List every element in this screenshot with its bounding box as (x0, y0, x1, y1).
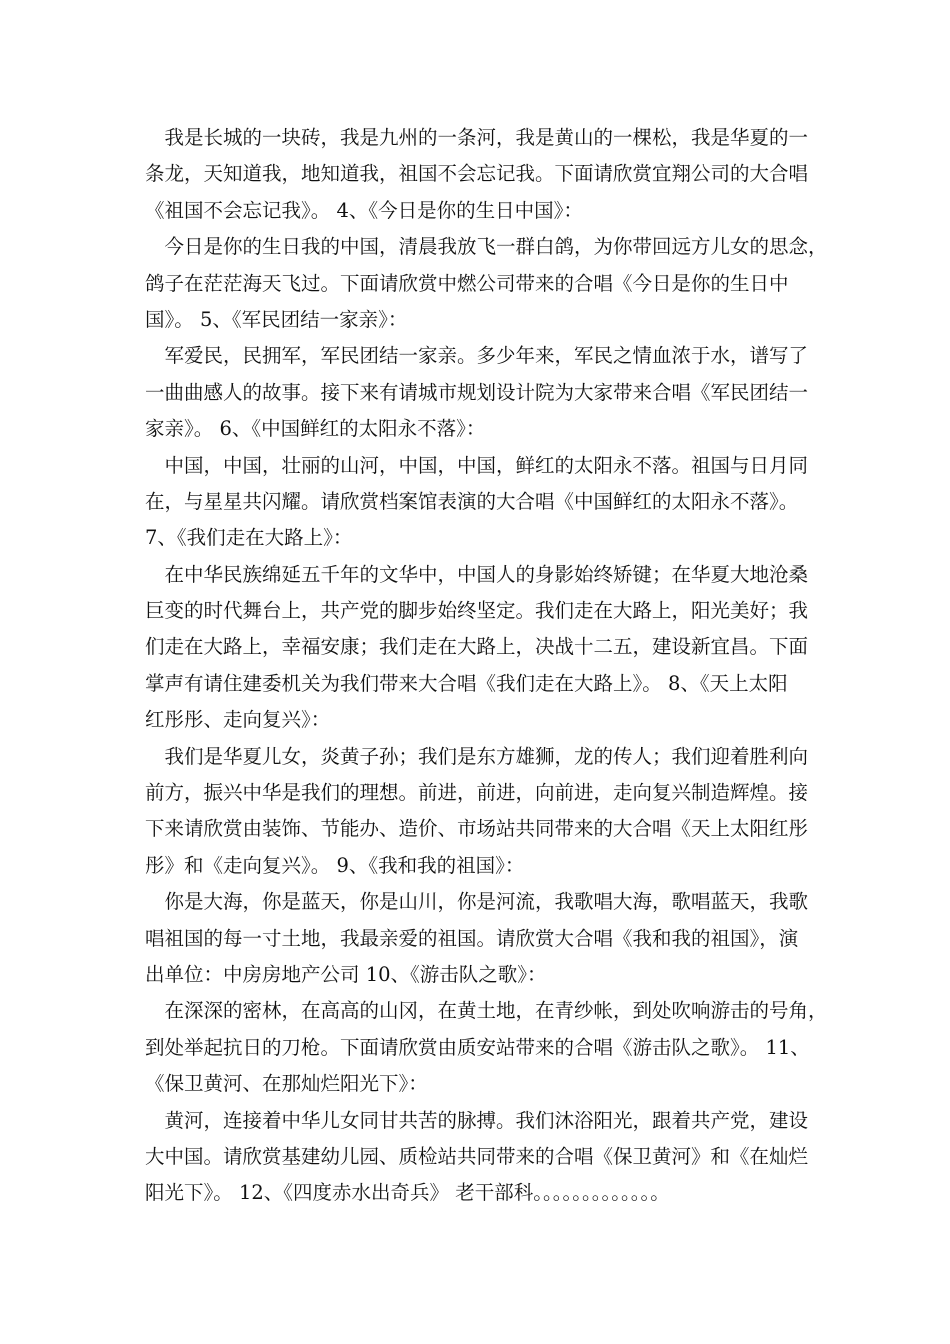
text-line: 《祖国不会忘记我》。 4、《今日是你的生日中国》： (145, 198, 583, 222)
text-line: 在中华民族绵延五千年的文华中，中国人的身影始终矫键；在华夏大地沧桑 (145, 562, 809, 586)
text-line: 7、《我们走在大路上》： (145, 526, 353, 550)
text-line: 们走在大路上，幸福安康；我们走在大路上，决战十二五，建设新宜昌。下面 (145, 635, 809, 659)
text-line: 军爱民，民拥军，军民团结一家亲。多少年来，军民之情血浓于水，谱写了 (145, 344, 809, 368)
text-line: 鸽子在茫茫海天飞过。下面请欣赏中燃公司带来的合唱《今日是你的生日中 (145, 271, 789, 295)
text-line: 下来请欣赏由装饰、节能办、造价、市场站共同带来的大合唱《天上太阳红彤 (145, 817, 809, 841)
text-line: 国》。 5、《军民团结一家亲》： (145, 307, 408, 331)
text-line: 出单位：中房房地产公司 10、《游击队之歌》： (145, 962, 547, 986)
text-line: 阳光下》。 12、《四度赤水出奇兵》 老干部科。。。。。。。。。。。。。 (145, 1181, 670, 1205)
text-line: 家亲》。 6、《中国鲜红的太阳永不落》： (145, 417, 486, 441)
text-line: 一曲曲感人的故事。接下来有请城市规划设计院为大家带来合唱《军民团结一 (145, 380, 809, 404)
text-line: 到处举起抗日的刀枪。下面请欣赏由质安站带来的合唱《游击队之歌》。 11、 (145, 1035, 810, 1059)
text-line: 黄河，连接着中华儿女同甘共苦的脉搏。我们沐浴阳光，跟着共产党，建设 (145, 1108, 809, 1132)
text-line: 《保卫黄河、在那灿烂阳光下》： (145, 1072, 428, 1096)
text-line: 你是大海，你是蓝天，你是山川，你是河流，我歌唱大海，歌唱蓝天，我歌 (145, 890, 809, 914)
text-line: 今日是你的生日我的中国，清晨我放飞一群白鸽，为你带回远方儿女的思念， (145, 235, 828, 259)
text-line: 巨变的时代舞台上，共产党的脚步始终坚定。我们走在大路上，阳光美好；我 (145, 599, 809, 623)
text-line: 我们是华夏儿女，炎黄子孙；我们是东方雄狮，龙的传人；我们迎着胜利向 (145, 744, 809, 768)
text-line: 掌声有请住建委机关为我们带来大合唱《我们走在大路上》。 8、《天上太阳 (145, 671, 788, 695)
text-line: 条龙，天知道我，地知道我，祖国不会忘记我。下面请欣赏宜翔公司的大合唱 (145, 162, 809, 186)
text-line: 大中国。请欣赏基建幼儿园、质检站共同带来的合唱《保卫黄河》和《在灿烂 (145, 1144, 809, 1168)
text-line: 中国，中国，壮丽的山河，中国，中国，鲜红的太阳永不落。祖国与日月同 (145, 453, 809, 477)
text-line: 在深深的密林，在高高的山冈，在黄土地，在青纱帐，到处吹响游击的号角， (145, 999, 828, 1023)
text-line: 唱祖国的每一寸土地，我最亲爱的祖国。请欣赏大合唱《我和我的祖国》，演 (145, 926, 799, 950)
text-line: 红彤彤、走向复兴》： (145, 708, 331, 732)
text-line: 我是长城的一块砖，我是九州的一条河，我是黄山的一棵松，我是华夏的一 (145, 126, 809, 149)
text-line: 在，与星星共闪耀。请欣赏档案馆表演的大合唱《中国鲜红的太阳永不落》。 (145, 489, 799, 513)
text-line: 彤》和《走向复兴》。 9、《我和我的祖国》： (145, 853, 525, 877)
document-body (145, 120, 828, 1212)
text-line: 前方，振兴中华是我们的理想。前进，前进，向前进，走向复兴制造辉煌。接 (145, 781, 809, 805)
